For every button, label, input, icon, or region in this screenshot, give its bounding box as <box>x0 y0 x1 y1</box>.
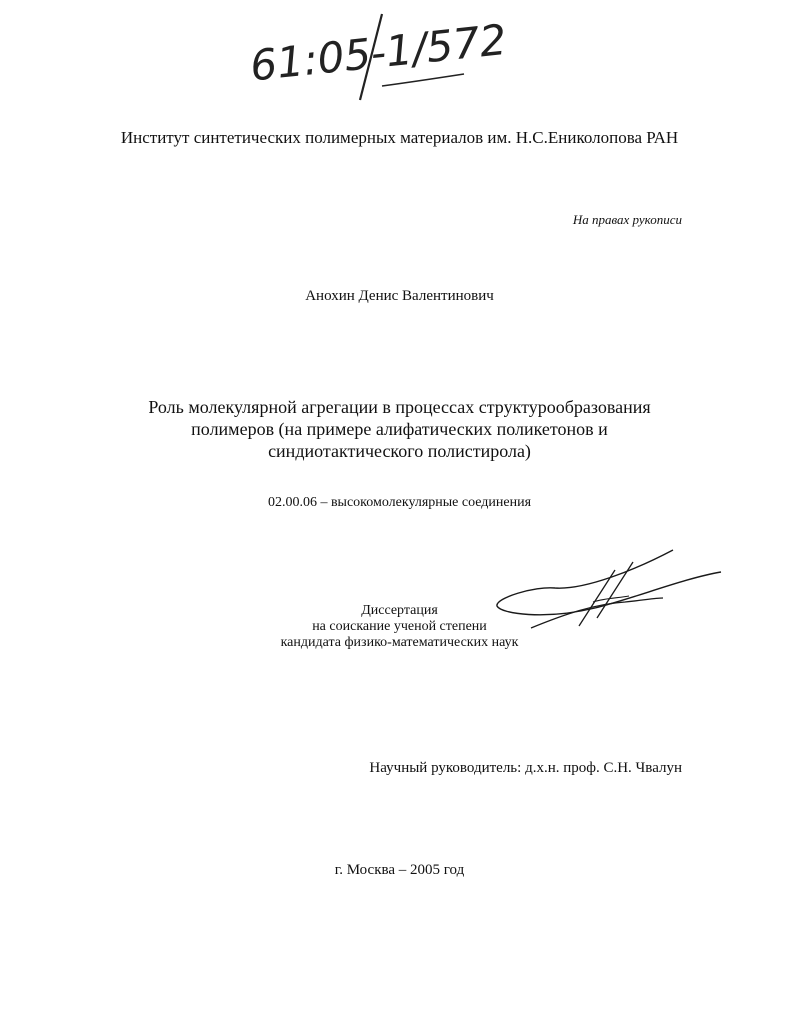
dissertation-degree <box>200 603 599 651</box>
dissertation-title <box>100 396 699 462</box>
handwritten-archive-code <box>232 12 509 102</box>
title-line: Роль молекулярной агрегации в процессах структурообразования <box>148 397 651 417</box>
rights-note: На правах рукописи <box>572 212 682 227</box>
city-year: г. Москва – 2005 год <box>334 862 465 878</box>
institute-name: Институт синтетических полимерных материалов им. Н.С.Ениколопова РАН <box>120 128 679 147</box>
degree-line: кандидата физико-математических наук <box>280 635 519 650</box>
author-name: Анохин Денис Валентинович <box>305 288 494 304</box>
title-line: полимеров (на примере алифатических поликетонов и <box>191 419 608 439</box>
scientific-supervisor: Научный руководитель: д.х.н. проф. С.Н. Чвалун <box>369 760 682 776</box>
degree-line: на соискание ученой степени <box>312 619 487 634</box>
degree-line: Диссертация <box>361 603 438 618</box>
archive-code-text: 61:05-1/572 <box>247 14 509 91</box>
title-line: синдиотактического полистирола) <box>268 441 531 461</box>
specialty-code: 02.00.06 – высокомолекулярные соединения <box>267 495 532 510</box>
